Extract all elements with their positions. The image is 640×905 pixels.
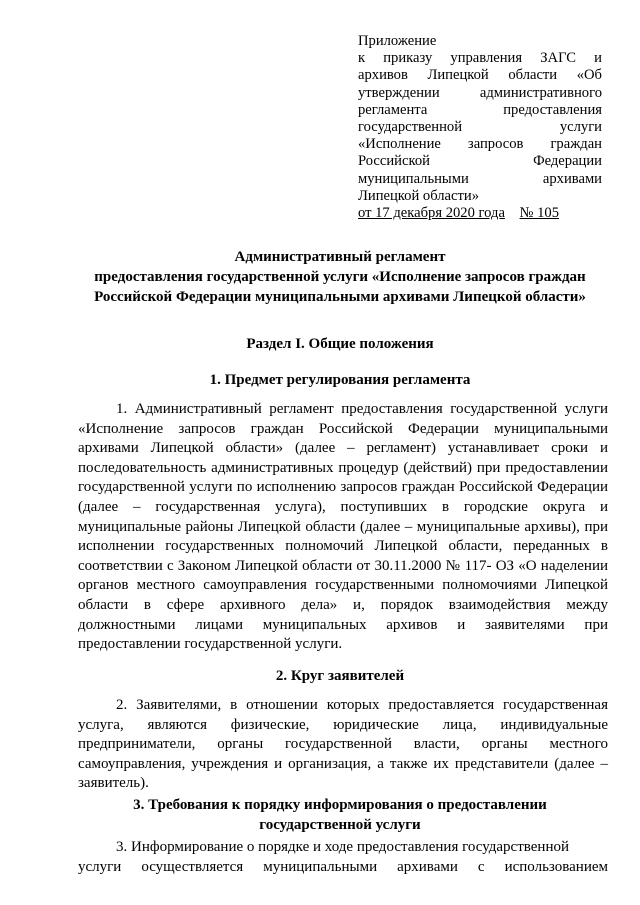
paragraph-1 [78, 400, 608, 655]
paragraph-line: должностными лицами муниципальных архивов и заявителями при [78, 616, 608, 633]
paragraph-2 [78, 696, 608, 794]
annex-line: утверждении административного [358, 84, 602, 101]
paragraph-line: 3. Информирование о порядке и ходе предоставления государственной [116, 839, 570, 855]
paragraph-line: предоставлении государственной услуги. [78, 636, 343, 653]
annex-line: Липецкой области» [358, 187, 479, 204]
annex-signature-line [358, 205, 602, 222]
annex-line: к приказу управления ЗАГС и [358, 50, 602, 67]
paragraph-line: 2. Заявителями, в отношении которых предоставляется государственная [116, 697, 608, 713]
annex-number: № 105 [519, 205, 560, 222]
annex-date: от 17 декабря 2020 года [358, 205, 505, 222]
annex-line: регламента предоставления [358, 101, 602, 118]
title-line: Административный регламент [234, 249, 446, 265]
paragraph-line: услуга, являются физические, юридические лица, индивидуальные [78, 716, 608, 733]
paragraph-line: архивами Липецкой области» (далее – регламент) устанавливает сроки и [78, 440, 608, 457]
annex-block [358, 33, 602, 222]
title-line: Российской Федерации муниципальными архивами Липецкой области» [94, 289, 586, 305]
annex-line: архивов Липецкой области «Об [358, 67, 602, 84]
paragraph-line: услуги осуществляется муниципальными архивами с использованием [78, 858, 608, 875]
paragraph-line: предприниматели, органы государственной власти, органы местного [78, 736, 608, 753]
paragraph-line: исполнении государственных полномочий Липецкой области, переданных в [78, 538, 608, 555]
title-line: предоставления государственной услуги «Исполнение запросов граждан [94, 269, 586, 285]
paragraph-line: «Исполнение запросов граждан Российской Федерации муниципальными [78, 420, 608, 437]
paragraph-line: последовательность административных процедур (действий) при предоставлении [78, 459, 608, 476]
annex-line: муниципальными архивами [358, 170, 602, 187]
paragraph-line: заявитель). [78, 775, 149, 792]
paragraph-line: самоуправления, учреждения и организация, а также их представители (далее – [78, 755, 608, 772]
annex-line: «Исполнение запросов граждан [358, 136, 602, 153]
paragraph-line: 1. Административный регламент предоставления государственной услуги [116, 401, 608, 417]
section-heading: Раздел I. Общие положения [246, 336, 434, 352]
subsection-heading: государственной услуги [259, 817, 421, 833]
subsection-heading: 1. Предмет регулирования регламента [209, 372, 471, 388]
paragraph-3 [78, 838, 608, 877]
paragraph-line: соответствии с Законом Липецкой области от 30.11.2000 № 117- ОЗ «О наделении [78, 557, 608, 574]
subsection-heading: 2. Круг заявителей [275, 668, 405, 684]
paragraph-line: органов местного самоуправления государственными полномочиями Липецкой [78, 577, 608, 594]
paragraph-line: области в сфере архивного дела» и, порядок взаимодействия между [78, 596, 608, 613]
paragraph-line: государственной услуги по исполнению запросов граждан Российской Федерации [78, 479, 608, 496]
subsection-heading: 3. Требования к порядку информирования о предоставлении [133, 797, 547, 813]
annex-line: Российской Федерации [358, 153, 602, 170]
document-title [60, 247, 620, 307]
annex-line: государственной услуги [358, 119, 602, 136]
paragraph-line: муниципальные районы Липецкой области (далее – муниципальные архивы), при [78, 518, 608, 535]
annex-line: Приложение [358, 33, 437, 49]
paragraph-line: (далее – государственная услуга), поступивших в городские округа и [78, 498, 608, 515]
